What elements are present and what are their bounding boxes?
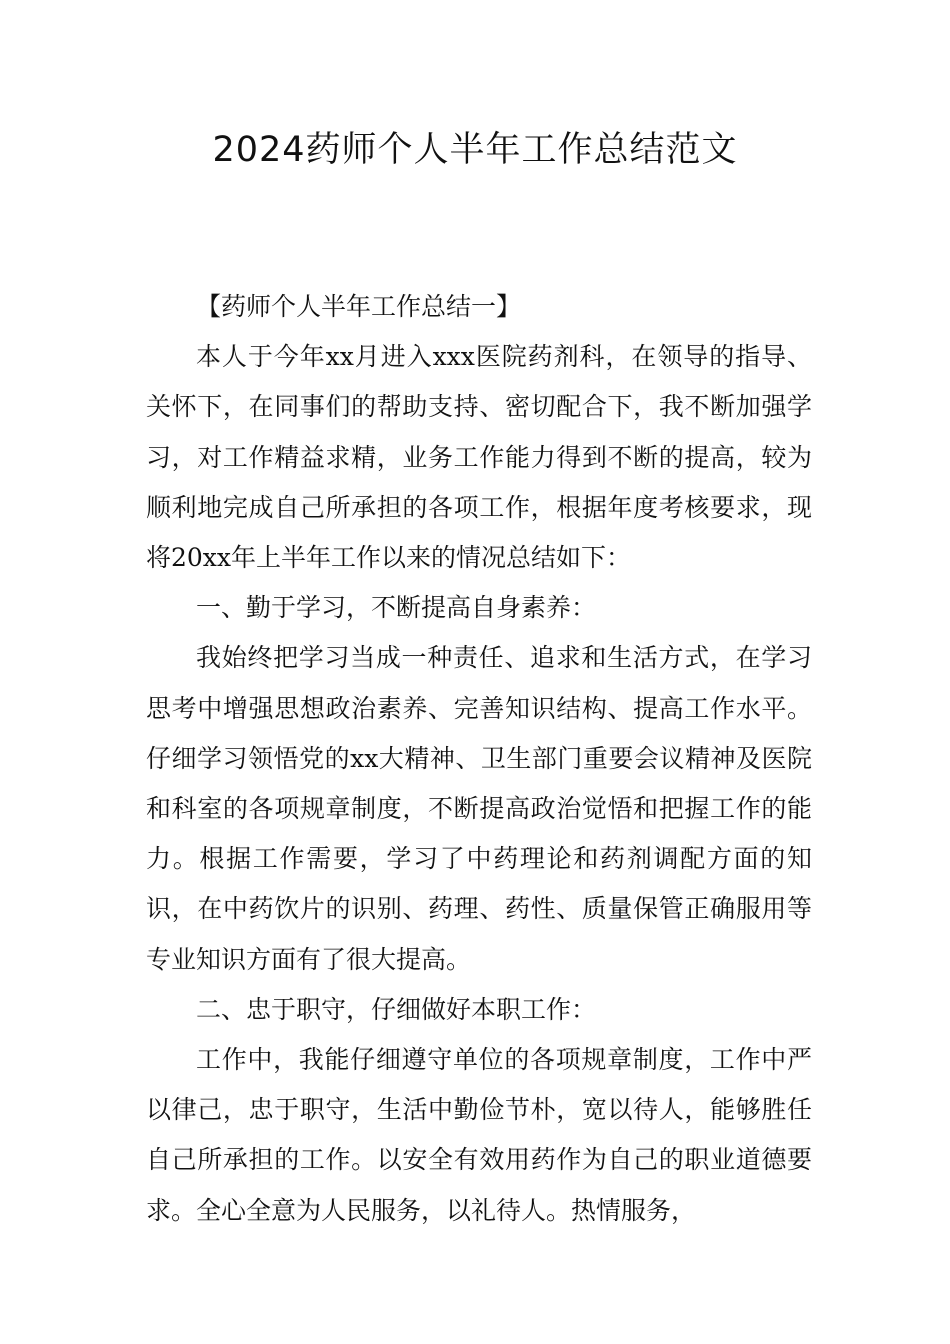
document-body [146, 282, 812, 1236]
body-paragraph: 本人于今年xx月进入xxx医院药剂科，在领导的指导、关怀下，在同事们的帮助支持、密切配合下，我不断加强学习，对工作精益求精，业务工作能力得到不断的提高，较为顺利地完成自己所承担的各项工作，根据年度考核要求，现将20xx年上半年工作以来的情况总结如下： [146, 342, 812, 573]
document-title: 2024药师个人半年工作总结范文 [212, 130, 738, 170]
body-paragraph: 工作中，我能仔细遵守单位的各项规章制度，工作中严以律己，忠于职守，生活中勤俭节朴，宽以待人，能够胜任自己所承担的工作。以安全有效用药作为自己的职业道德要求。全心全意为人民服务，以礼待人。热情服务， [146, 1045, 812, 1225]
subsection-heading: 二、忠于职守，仔细做好本职工作： [196, 994, 597, 1024]
body-paragraph: 我始终把学习当成一种责任、追求和生活方式，在学习思考中增强思想政治素养、完善知识结构、提高工作水平。仔细学习领悟党的xx大精神、卫生部门重要会议精神及医院和科室的各项规章制度，不断提高政治觉悟和把握工作的能力。根据工作需要，学习了中药理论和药剂调配方面的知识，在中药饮片的识别、药理、药性、质量保管正确服用等专业知识方面有了很大提高。 [146, 643, 812, 974]
section-heading: 【药师个人半年工作总结一】 [196, 292, 522, 321]
subsection-heading: 一、勤于学习，不断提高自身素养： [196, 593, 597, 623]
